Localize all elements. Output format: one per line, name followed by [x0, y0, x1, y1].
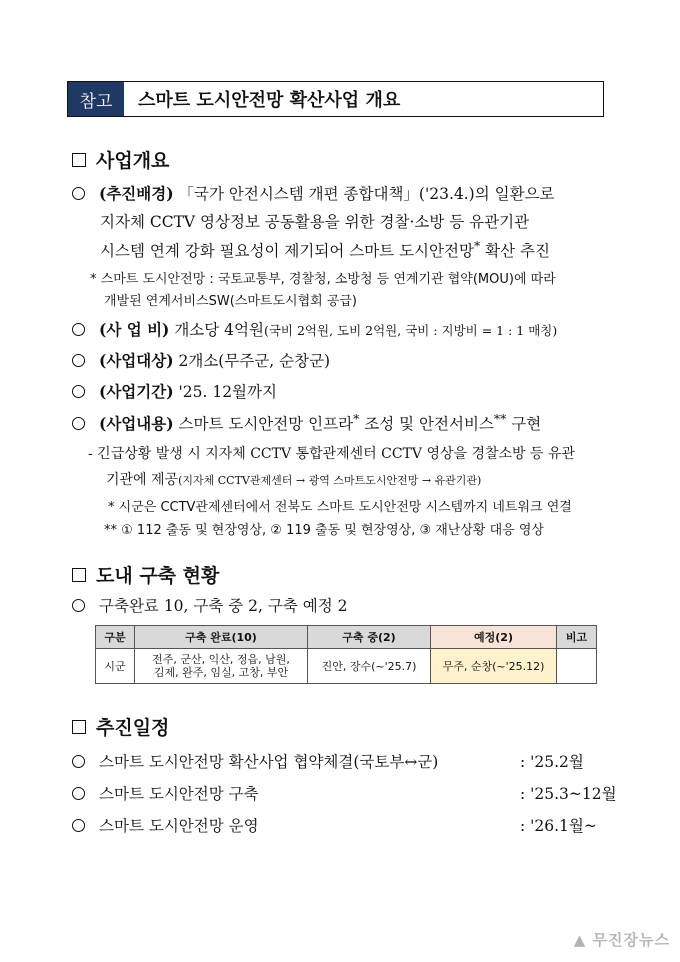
budget-detail: (국비 2억원, 도비 2억원, 국비 : 지방비 = 1 : 1 매칭) — [263, 323, 558, 338]
period-label: (사업기간) — [99, 382, 174, 401]
section-heading-status — [72, 561, 219, 588]
budget-label: (사 업 비) — [99, 320, 170, 339]
schedule-item: 스마트 도시안전망 운영 — [72, 814, 259, 836]
schedule-date: : '25.2월 — [520, 753, 584, 771]
footnote-mark: * — [353, 411, 360, 426]
circle-bullet-icon — [72, 187, 85, 200]
circle-bullet-icon — [72, 385, 85, 398]
table-header-cell: 구분 — [96, 626, 135, 649]
target-label: (사업대상) — [99, 351, 174, 370]
schedule-item: 스마트 도시안전망 구축 — [72, 782, 259, 804]
status-summary: 구축완료 10, 구축 중 2, 구축 예정 2 — [72, 594, 348, 616]
table-cell-in-progress: 진안, 장수(~'25.7) — [308, 649, 431, 684]
period-line — [72, 380, 277, 402]
table-header-row — [96, 626, 597, 649]
square-bullet-icon — [72, 153, 86, 167]
note-1-line-2: 개발된 연계서비스SW(스마트도시협회 공급) — [104, 294, 358, 309]
section-title: 사업개요 — [96, 150, 170, 172]
section-title: 도내 구축 현황 — [96, 565, 220, 587]
circle-bullet-icon — [72, 819, 85, 832]
table-row — [96, 649, 597, 684]
circle-bullet-icon — [72, 755, 85, 768]
schedule-item: 스마트 도시안전망 확산사업 협약체결(국토부↔군) — [72, 750, 438, 772]
budget-line — [72, 318, 557, 340]
schedule-date: : '26.1월~ — [520, 817, 597, 835]
table-header-cell: 구축 중(2) — [308, 626, 431, 649]
status-table — [95, 625, 597, 684]
schedule-date: : '25.3~12월 — [520, 785, 617, 803]
budget-text: 개소당 4억원 — [174, 321, 264, 339]
dash-line-1: - 긴급상황 발생 시 지자체 CCTV 통합관제센터 CCTV 영상을 경찰소방 등 유관 — [88, 446, 576, 462]
section-heading-schedule — [72, 713, 169, 740]
mountain-icon: ▲ — [573, 931, 587, 949]
table-cell-completed: 전주, 군산, 익산, 정읍, 남원, 김제, 완주, 임실, 고창, 부안 — [135, 649, 308, 684]
content-line: (사업내용) 스마트 도시안전망 인프라* 조성 및 안전서비스** 구현 — [72, 411, 541, 434]
section-title: 추진일정 — [96, 717, 170, 739]
note-2: * 시군은 CCTV관제센터에서 전북도 스마트 도시안전망 시스템까지 네트워크 연결 — [108, 500, 572, 515]
background-line-1 — [72, 182, 555, 204]
content-label: (사업내용) — [99, 414, 174, 434]
period-text: '25. 12월까지 — [178, 383, 277, 401]
circle-bullet-icon — [72, 599, 85, 612]
section-heading-overview — [72, 146, 169, 173]
background-line-3: 시스템 연계 강화 필요성이 제기되어 스마트 도시안전망* 확산 추진 — [100, 238, 550, 261]
circle-bullet-icon — [72, 354, 85, 367]
background-label: (추진배경) — [99, 184, 174, 203]
target-text: 2개소(무주군, 순창군) — [178, 352, 331, 370]
table-header-cell: 구축 완료(10) — [135, 626, 308, 649]
table-cell-remarks — [557, 649, 597, 684]
note-3: ** ① 112 출동 및 현장영상, ② 119 출동 및 현장영상, ③ 재난상황 대응 영상 — [104, 523, 544, 538]
dash-detail: (지자체 CCTV관제센터 → 광역 스마트도시안전망 → 유관기관) — [178, 474, 482, 487]
page-title: 스마트 도시안전망 확산사업 개요 — [138, 90, 401, 111]
circle-bullet-icon — [72, 787, 85, 800]
note-1-line-1: * 스마트 도시안전망 : 국토교통부, 경찰청, 소방청 등 연계기관 협약(MOU)에 따라 — [90, 272, 556, 287]
table-cell-category: 시군 — [96, 649, 135, 684]
title-box — [67, 81, 604, 117]
square-bullet-icon — [72, 720, 86, 734]
background-line-2: 지자체 CCTV 영상정보 공동활용을 위한 경찰·소방 등 유관기관 — [100, 213, 530, 231]
table-header-cell: 예정(2) — [431, 626, 557, 649]
circle-bullet-icon — [72, 417, 85, 430]
watermark-logo: ▲ 무진장뉴스 — [573, 931, 670, 949]
footnote-mark: * — [473, 238, 481, 253]
footnote-mark: ** — [493, 411, 507, 426]
circle-bullet-icon — [72, 323, 85, 336]
table-cell-planned: 무주, 순창(~'25.12) — [431, 649, 557, 684]
reference-tag: 참고 — [68, 82, 124, 116]
table-header-cell: 비고 — [557, 626, 597, 649]
square-bullet-icon — [72, 568, 86, 582]
target-line — [72, 349, 330, 371]
dash-line-2: 기관에 제공(지자체 CCTV관제센터 → 광역 스마트도시안전망 → 유관기관) — [106, 472, 482, 488]
background-text: 「국가 안전시스템 개편 종합대책」('23.4.)의 일환으로 — [178, 185, 555, 203]
